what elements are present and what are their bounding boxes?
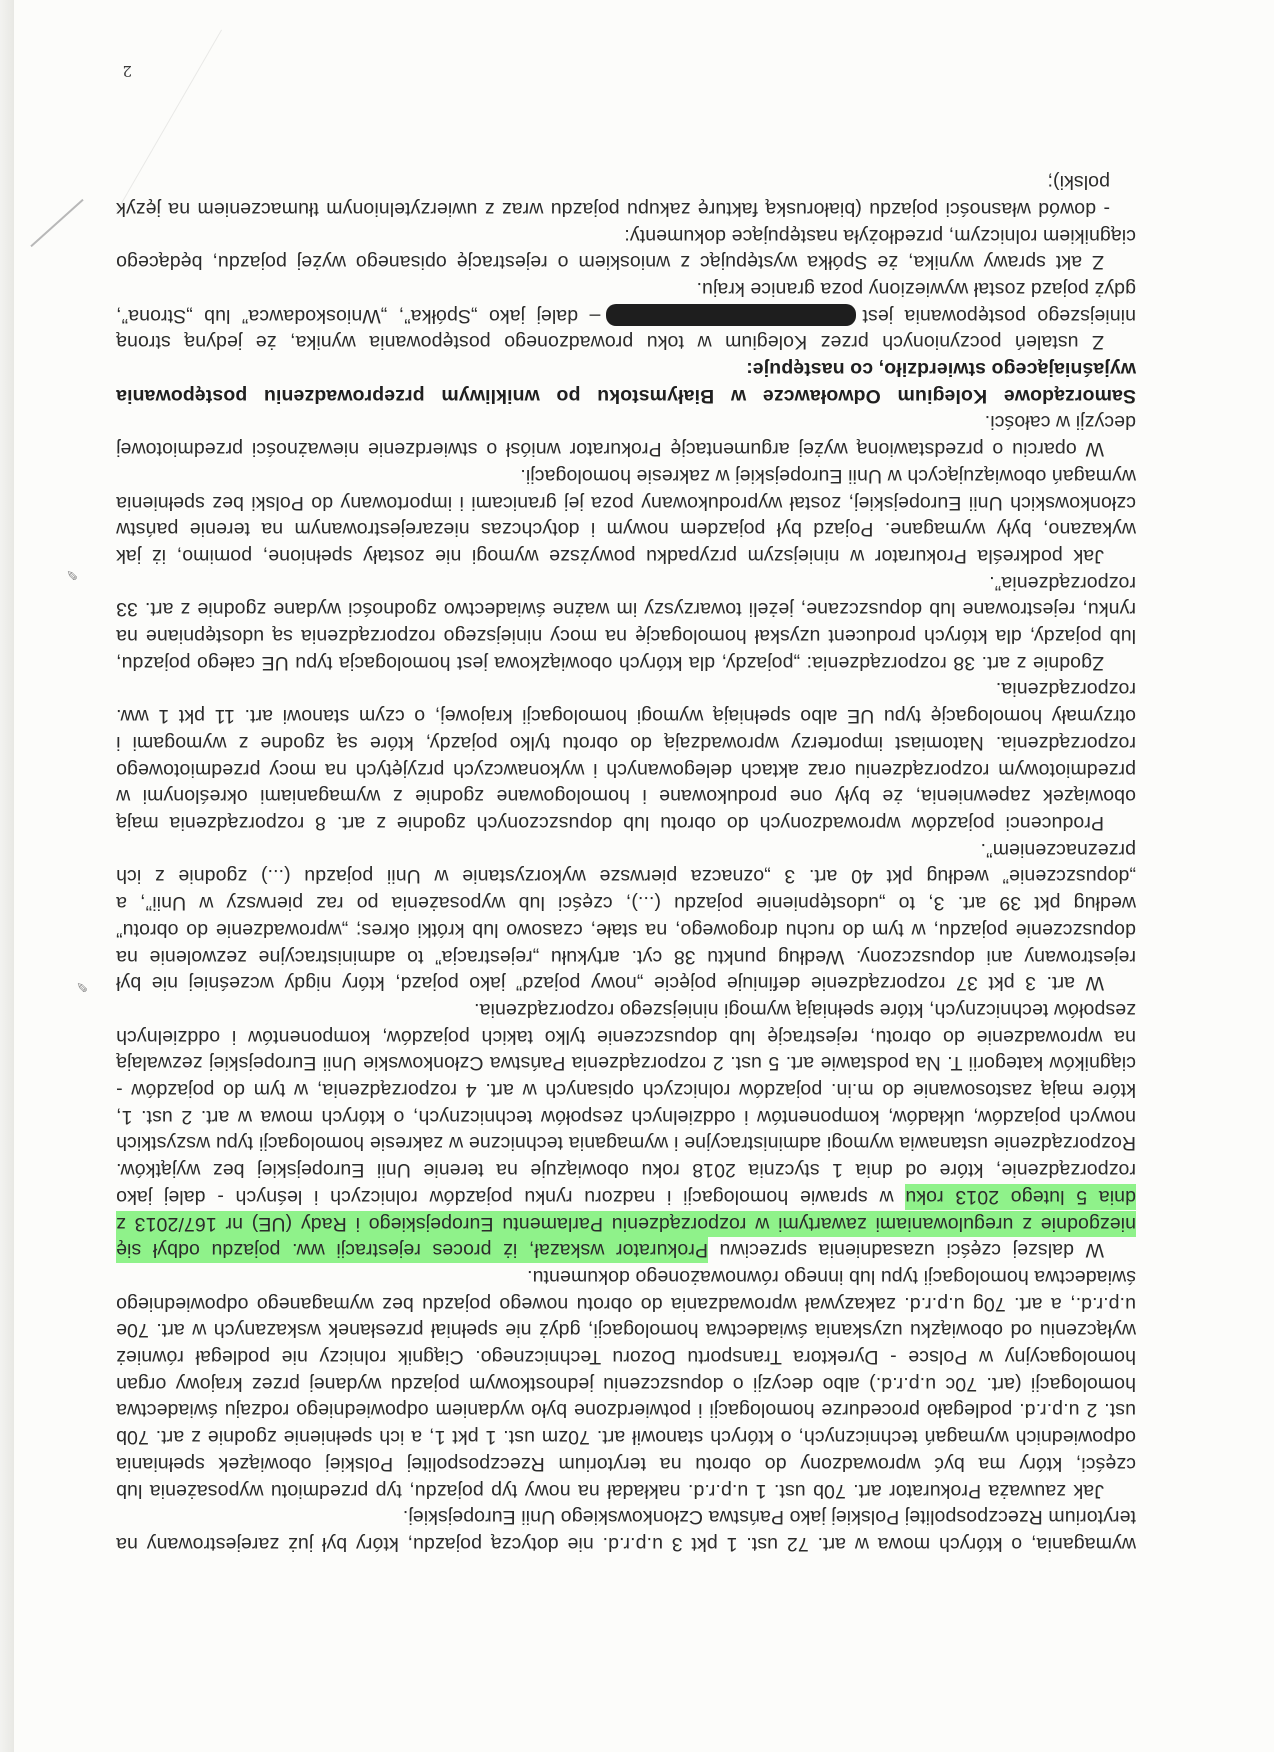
paragraph: Jak podkreśla Prokurator w niniejszym przypadku powyższe wymogi nie zostały spełnione, pomimo, iż jak wykazano, były wymagane. Pojazd był pojazdem nowym i dotychczas niezarejestrowanym na terenie państw członkowskich Unii Europejskiej, został wyprodukowany poza jej granicami i importowany do Polski bez spełnienia wymagań obowiązujących w Unii Europejskiej w zakresie homologacji. (116, 464, 1136, 567)
paragraph: W oparciu o przedstawioną wyżej argumentację Prokurator wniósł o stwierdzenie nieważności przedmiotowej decyzji w całości. (116, 411, 1136, 461)
highlighted-text: Prokurator wskazał, iż proces rejestracji ww. pojazdu odbył się niezgodnie z uregulowaniami zawartymi w rozporządzeniu Parlamentu Europejskiego i Rady (UE) nr 167/2013 z dnia 5 lutego 2013 roku (116, 1185, 1136, 1262)
paragraph: Zgodnie z art. 38 rozporządzenia: „pojazdy, dla których obowiązkowa jest homologacja typu UE całego pojazdu, lub pojazdy, dla których producent uzyskał homologację na mocy niniejszego rozporządzenia są udostępniane na rynku, rejestrowane lub dopuszczane, jeżeli towarzyszy im ważne świadectwo zgodności wydane zgodnie z art. 33 rozporządzenia”. (116, 571, 1136, 674)
margin-annotation-mark: ✎ (66, 566, 78, 582)
page-edge-shadow (0, 0, 14, 1752)
paragraph-text: W dalszej części uzasadnienia sprzeciwu (707, 1239, 1104, 1262)
paragraph: wymagania, o których mowa w art. 72 ust. 1 pkt 3 u.p.r.d. nie dotyczą pojazdu, który był już zarejestrowany na terytorium Rzeczpospolitej Polskiej jako Państwa Członkowskiego Unii Europejskiej. (116, 1506, 1136, 1555)
paragraph: Producenci pojazdów wprowadzonych do obrotu lub dopuszczonych zgodnie z art. 8 rozporządzenia mają obowiązek zapewnienia, że były one produkowane i homologowane zgodnie z wymaganiami określonymi w przedmiotowym rozporządzeniu oraz aktach delegowanych i wykonawczych przyjętych na mocy przedmiotowego rozporządzenia. Natomiast importerzy wprowadzają do obrotu tylko pojazdy, które są zgodne z wymogami i otrzymały homologację typu UE albo spełniają wymogi homologacji krajowej, o czym stanowi art. 11 pkt 1 ww. rozporządzenia. (116, 678, 1136, 835)
margin-annotation-mark: ✎ (76, 978, 88, 994)
section-heading: Samorządowe Kolegium Odwoławcze w Białymstoku po wnikliwym przeprowadzeniu postępowania wyjaśniającego stwierdziło, co następuje: (116, 358, 1136, 407)
paragraph: Z akt sprawy wynika, że Spółka występując z wnioskiem o rejestrację opisanego wyżej pojazdu, będącego ciągnikiem rolniczym, przedłożyła następujące dokumenty: (116, 224, 1136, 274)
redaction-bar (606, 304, 856, 326)
document-body (116, 168, 1136, 1557)
paragraph-text: Z ustaleń poczynionych przez Kolegium w toku prowadzonego postępowania wynika, że jedyną stroną niniejszego postępowania jest (116, 304, 1136, 354)
paragraph: Jak zauważa Prokurator art. 70b ust. 1 u.p.r.d. nakładał na nowy typ pojazdu, typ przedmiotu wyposażenia lub części, który ma być wprowadzony do obrotu na terytorium Rzeczpospolitej Polskiej obowiązek spełniania odpowiednich wymagań technicznych, o których stanowił art. 70zm ust. 1 pkt 1, a ich spełnienie zgodnie z art. 70b ust. 2 u.p.r.d. podlegało procedurze homologacji i potwierdzone było wydaniem odpowiedniego rodzaju świadectwa homologacji (art. 70c u.p.r.d.) albo decyzji o dopuszczeniu jednostkowym pojazdu wydanej przez krajowy organ homologacyjny w Polsce - Dyrektora Transportu Dozoru Technicznego. Ciągnik rolniczy nie podlegał również wyłączeniu od obowiązku uzyskania świadectwa homologacji, gdyż nie spełniał przesłanek wskazanych w art. 70e u.p.r.d., a art. 70g u.p.r.d. zakazywał wprowadzania do obrotu nowego pojazdu bez wymaganego odpowiedniego świadectwa homologacji typu lub innego równoważonego dokumentu. (116, 1265, 1136, 1502)
paragraph-text: w sprawie homologacji i nadzoru rynku pojazdów rolniczych i leśnych - dalej jako rozporządzenie, które od dnia 1 stycznia 2018 roku obowiązuje na terenie Unii Europejskiej bez wyjątków. Rozporządzenie ustanawia wymogi administracyjne i wymagania techniczne w zakresie homologacji typu wszystkich nowych pojazdów, układów, komponentów i oddzielnych zespołów technicznych, o których mowa w art. 2 ust. 1, które mają zastosowanie do m.in. pojazdów rolniczych opisanych w art. 4 rozporządzenia, w tym do pojazdów - ciągników kategorii T. Na podstawie art. 5 ust. 2 rozporządzenia Państwa Członkowskie Unii Europejskiej zezwalają na wprowadzenie do obrotu, rejestrację lub dopuszczenie tylko takich pojazdów, komponentów i oddzielnych zespołów technicznych, które spełniają wymogi niniejszego rozporządzenia. (116, 998, 1136, 1208)
list-item: - dowód własności pojazdu (białoruską fakturę zakupu pojazdu wraz z uwierzytelnionym tłumaczeniem na język polski); (116, 171, 1110, 220)
paragraph: W art. 3 pkt 37 rozporządzenie definiuje pojęcie „nowy pojazd” jako pojazd, który nigdy wcześniej nie był rejestrowany ani dopuszczony. Według punktu 38 cyt. artykułu „rejestracja” to administracyjne zezwolenie na dopuszczenie pojazdu, w tym do ruchu drogowego, na stałe, czasowo lub krótki okres; „wprowadzenie do obrotu” według pkt 39 art. 3, to „udostępnienie pojazdu (...), części lub wyposażenia po raz pierwszy w Unii”, a „dopuszczenie” według pkt 40 art. 3 „oznacza pierwsze wykorzystanie w Unii pojazdu (...) zgodnie z ich przeznaczeniem”. (116, 838, 1136, 995)
paragraph-text: – dalej jako „Spółka”, „Wnioskodawca” lub „Strona”, gdyż pojazd został wywieziony poza granice kraju. (116, 277, 1136, 327)
paragraph (116, 996, 1136, 1263)
page-number: 2 (122, 62, 132, 80)
paragraph (116, 275, 1136, 355)
